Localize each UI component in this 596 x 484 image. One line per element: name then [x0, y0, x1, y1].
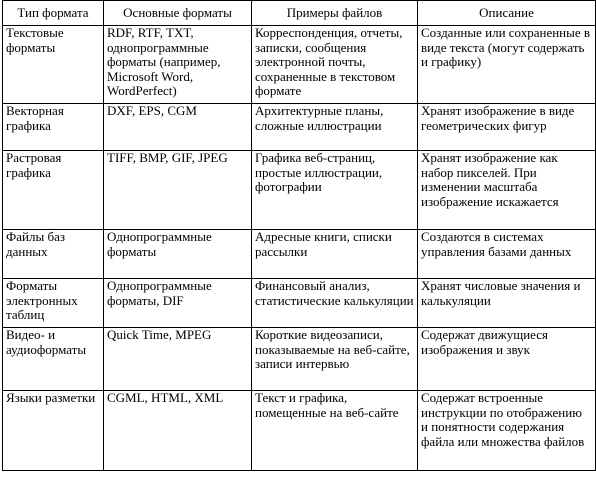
cell-format-type: Текстовые форматы	[3, 26, 104, 104]
cell-file-examples: Архитектурные планы, сложные иллюстрации	[252, 104, 418, 151]
table-row	[3, 391, 596, 471]
file-formats-table	[2, 0, 596, 471]
cell-main-formats: Однопрограммные форматы, DIF	[104, 279, 252, 328]
cell-file-examples: Финансовый анализ, статистические калькуляции	[252, 279, 418, 328]
table-row	[3, 151, 596, 230]
header-description: Описание	[418, 1, 596, 26]
header-main-formats: Основные форматы	[104, 1, 252, 26]
table-row	[3, 328, 596, 391]
cell-file-examples: Текст и графика, помещенные на веб-сайте	[252, 391, 418, 471]
table-row	[3, 279, 596, 328]
table-row	[3, 104, 596, 151]
cell-format-type: Векторная графика	[3, 104, 104, 151]
cell-format-type: Файлы баз данных	[3, 230, 104, 279]
cell-file-examples: Короткие видеозаписи, показываемые на веб-сайте, записи интервью	[252, 328, 418, 391]
cell-format-type: Видео- и аудиоформаты	[3, 328, 104, 391]
cell-file-examples: Корреспонденция, отчеты, записки, сообщения электронной почты, сохраненные в текстовом формате	[252, 26, 418, 104]
header-file-examples: Примеры файлов	[252, 1, 418, 26]
cell-main-formats: Quick Time, MPEG	[104, 328, 252, 391]
cell-description: Создаются в системах управления базами данных	[418, 230, 596, 279]
table-header-row	[3, 1, 596, 26]
table-row	[3, 230, 596, 279]
header-format-type: Тип формата	[3, 1, 104, 26]
cell-description: Хранят числовые значения и калькуляции	[418, 279, 596, 328]
table-row	[3, 26, 596, 104]
cell-main-formats: TIFF, BMP, GIF, JPEG	[104, 151, 252, 230]
cell-format-type: Форматы электронных таблиц	[3, 279, 104, 328]
cell-description: Содержат встроенные инструкции по отображению и понятности содержания файла или множества файлов	[418, 391, 596, 471]
cell-main-formats: Однопрограммные форматы	[104, 230, 252, 279]
cell-description: Созданные или сохраненные в виде текста (могут содержать и графику)	[418, 26, 596, 104]
cell-main-formats: DXF, EPS, CGM	[104, 104, 252, 151]
cell-description: Хранят изображение как набор пикселей. При изменении масштаба изображение искажается	[418, 151, 596, 230]
cell-main-formats: CGML, HTML, XML	[104, 391, 252, 471]
cell-main-formats: RDF, RTF, TXT, однопрограммные форматы (например, Microsoft Word, WordPerfect)	[104, 26, 252, 104]
cell-file-examples: Графика веб-страниц, простые иллюстрации, фотографии	[252, 151, 418, 230]
cell-description: Содержат движущиеся изображения и звук	[418, 328, 596, 391]
cell-format-type: Растровая графика	[3, 151, 104, 230]
cell-format-type: Языки разметки	[3, 391, 104, 471]
cell-description: Хранят изображение в виде геометрических фигур	[418, 104, 596, 151]
cell-file-examples: Адресные книги, списки рассылки	[252, 230, 418, 279]
